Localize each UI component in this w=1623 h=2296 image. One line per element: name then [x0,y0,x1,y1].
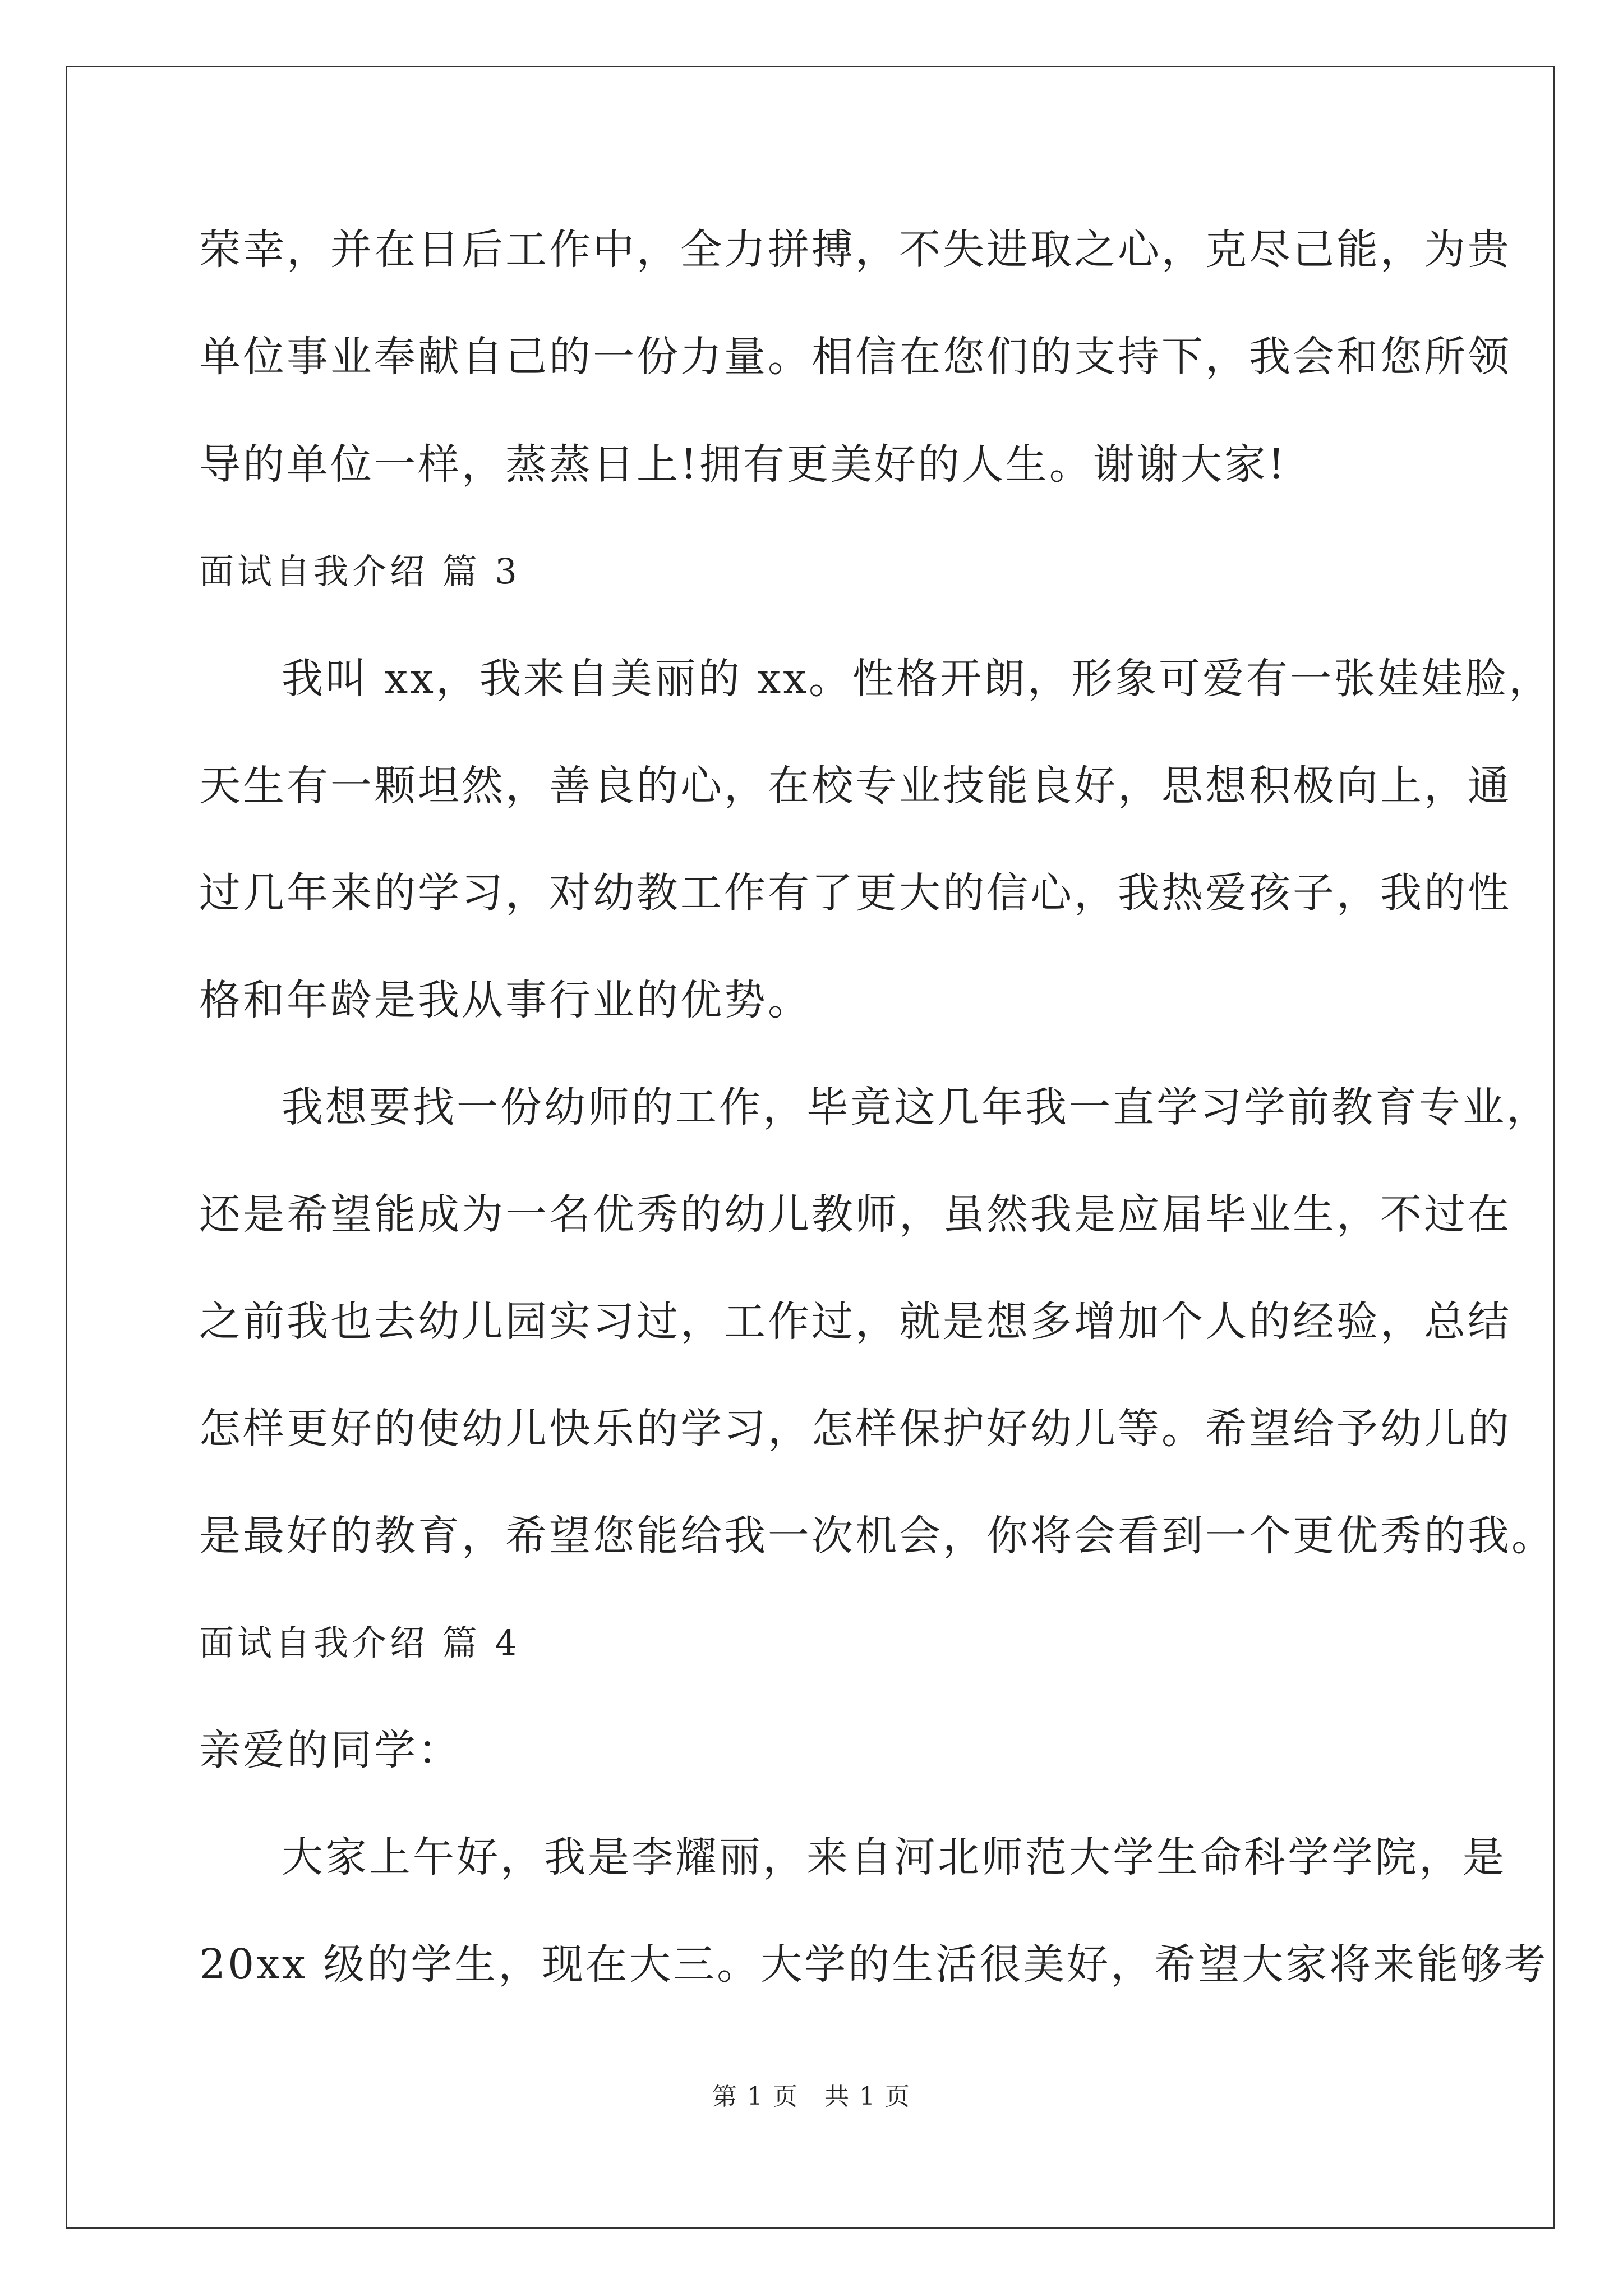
section-heading: 面试自我介绍 篇 3 [199,551,520,592]
paragraph-line: 荣幸，并在日后工作中，全力拼搏，不失进取之心，克尽己能，为贵 [199,226,1511,274]
page-footer: 第 1 页 共 1 页 [712,2082,911,2111]
paragraph-line: 怎样更好的使幼儿快乐的学习，怎样保护好幼儿等。希望给予幼儿的 [199,1405,1511,1453]
page-border [66,66,1555,2229]
section-heading: 面试自我介绍 篇 4 [199,1622,520,1663]
paragraph-line: 20xx 级的学生，现在大三。大学的生活很美好，希望大家将来能够考 [199,1940,1548,1989]
paragraph-line: 单位事业奉献自己的一份力量。相信在您们的支持下，我会和您所领 [199,333,1511,381]
paragraph-line: 是最好的教育，希望您能给我一次机会，你将会看到一个更优秀的我。 [199,1512,1555,1560]
paragraph-line: 格和年龄是我从事行业的优势。 [199,976,811,1024]
paragraph-line: 过几年来的学习，对幼教工作有了更大的信心，我热爱孩子，我的性 [199,869,1511,917]
paragraph-line: 导的单位一样，蒸蒸日上!拥有更美好的人生。谢谢大家! [199,440,1287,489]
paragraph-line: 大家上午好，我是李耀丽，来自河北师范大学生命科学学院，是 [282,1833,1506,1881]
salutation-line: 亲爱的同学： [199,1726,462,1774]
paragraph-line: 我叫 xx，我来自美丽的 xx。性格开朗，形象可爱有一张娃娃脸， [282,655,1552,703]
paragraph-line: 还是希望能成为一名优秀的幼儿教师，虽然我是应届毕业生，不过在 [199,1190,1511,1239]
paragraph-line: 我想要找一份幼师的工作，毕竟这几年我一直学习学前教育专业， [282,1083,1550,1131]
paragraph-line: 天生有一颗坦然，善良的心，在校专业技能良好，思想积极向上，通 [199,762,1511,810]
paragraph-line: 之前我也去幼儿园实习过，工作过，就是想多增加个人的经验，总结 [199,1297,1511,1346]
